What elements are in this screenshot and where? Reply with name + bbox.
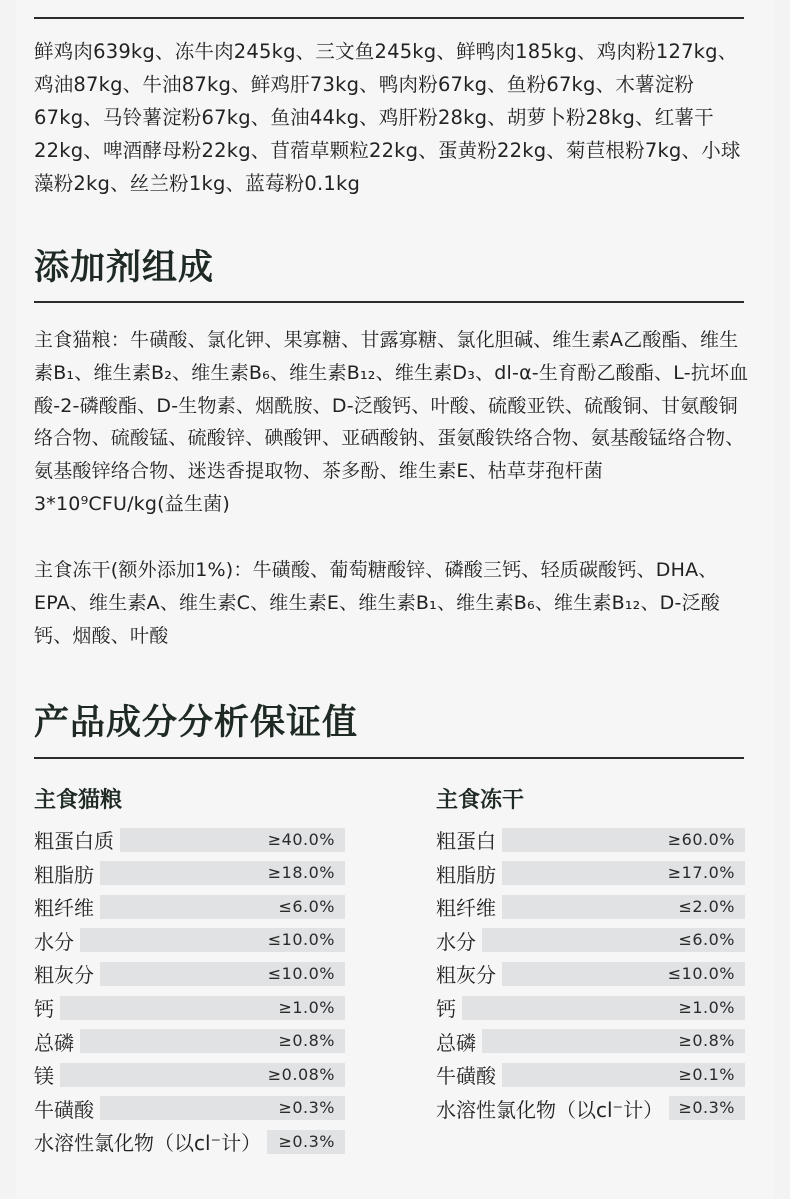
analysis-row-bar [120, 828, 345, 852]
analysis-row [436, 995, 745, 1020]
analysis-row-value: ≤6.0% [678, 930, 735, 950]
analysis-row-bar [502, 828, 745, 852]
analysis-row [34, 1096, 345, 1121]
analysis-row-label: 牛磺酸 [34, 1097, 94, 1122]
analysis-row-label: 钙 [436, 997, 456, 1021]
analysis-row-bar [100, 861, 345, 885]
analysis-row-label: 水分 [34, 929, 74, 954]
analysis-row-value: ≤2.0% [678, 896, 735, 916]
analysis-row-bar [100, 962, 345, 986]
analysis-row-bar [60, 996, 345, 1020]
analysis-row-bar [669, 1096, 745, 1120]
analysis-row-value: ≥0.3% [278, 1131, 335, 1151]
analysis-row-value: ≥0.3% [278, 1098, 335, 1118]
analysis-row-value: ≥0.8% [678, 1031, 735, 1051]
analysis-row [34, 995, 345, 1020]
analysis-row [436, 1096, 745, 1121]
analysis-row-bar [267, 1130, 345, 1154]
analysis-row-label: 粗脂肪 [436, 862, 496, 887]
analysis-row-label: 粗纤维 [436, 896, 496, 921]
analysis-row-value: ≥0.08% [267, 1064, 335, 1084]
analysis-row-value: ≥60.0% [667, 829, 735, 849]
analysis-row-value: ≥1.0% [278, 997, 335, 1017]
analysis-row [436, 861, 745, 886]
analysis-row-bar [60, 1063, 345, 1087]
analysis-row-label: 粗纤维 [34, 896, 94, 921]
analysis-row-bar [502, 895, 745, 919]
analysis-row-bar [100, 895, 345, 919]
analysis-row-bar [100, 1096, 345, 1120]
analysis-row-value: ≤10.0% [267, 930, 335, 950]
analysis-row [34, 961, 345, 986]
analysis-row-label: 粗脂肪 [34, 862, 94, 887]
analysis-row-value: ≥0.3% [678, 1098, 735, 1118]
additives-heading: 添加剂组成 [34, 248, 215, 288]
analysis-heading: 产品成分分析保证值 [34, 703, 359, 743]
analysis-row [34, 1062, 345, 1087]
analysis-row-label: 粗蛋白质 [34, 829, 114, 853]
analysis-row-label: 水溶性氯化物（以cl⁻计） [436, 1097, 664, 1122]
analysis-row [436, 827, 745, 852]
analysis-row-value: ≥0.1% [678, 1064, 735, 1084]
ingredients-text: 鲜鸡肉639kg、冻牛肉245kg、三文鱼245kg、鲜鸭肉185kg、鸡肉粉127kg、鸡油87kg、牛油87kg、鲜鸡肝73kg、鸭肉粉67kg、鱼粉67kg、木薯淀粉67kg、马铃薯淀粉67kg、鱼油44kg、鸡肝粉28kg、胡萝卜粉28kg、红薯干22kg、啤酒酵母粉22kg、苜蓿草颗粒22kg、蛋黄粉22kg、菊苣根粉7kg、小球藻粉2kg、丝兰粉1kg、蓝莓粉0.1kg [34, 40, 741, 195]
analysis-row-value: ≤10.0% [267, 963, 335, 983]
analysis-row [34, 928, 345, 953]
analysis-row-value: ≥17.0% [667, 863, 735, 883]
analysis-row-label: 水溶性氯化物（以cl⁻计） [34, 1131, 262, 1156]
analysis-row-value: ≥18.0% [267, 863, 335, 883]
analysis-row-label: 粗灰分 [436, 963, 496, 988]
analysis-row-bar [80, 928, 345, 952]
analysis-row-label: 镁 [34, 1064, 54, 1089]
analysis-row-label: 粗灰分 [34, 963, 94, 988]
analysis-row-value: ≥1.0% [678, 997, 735, 1017]
analysis-row-bar [462, 996, 745, 1020]
analysis-row-bar [502, 962, 745, 986]
analysis-row-label: 总磷 [436, 1030, 476, 1055]
analysis-row-bar [502, 861, 745, 885]
analysis-row-bar [80, 1029, 345, 1053]
analysis-row [34, 861, 345, 886]
divider-additives [34, 301, 744, 303]
analysis-row-value: ≥40.0% [267, 829, 335, 849]
analysis-row [436, 928, 745, 953]
analysis-row [436, 894, 745, 919]
analysis-row-value: ≤10.0% [667, 963, 735, 983]
analysis-row-label: 水分 [436, 929, 476, 954]
analysis-row [34, 894, 345, 919]
analysis-row [34, 827, 345, 852]
analysis-row-value: ≤6.0% [278, 896, 335, 916]
analysis-row-bar [482, 928, 745, 952]
analysis-row-bar [502, 1063, 745, 1087]
analysis-row [436, 961, 745, 986]
analysis-left-title: 主食猫粮 [34, 788, 123, 813]
analysis-row [436, 1062, 745, 1087]
analysis-row [34, 1129, 345, 1154]
divider-analysis [34, 757, 744, 759]
analysis-row-label: 总磷 [34, 1030, 74, 1055]
analysis-right-title: 主食冻干 [436, 788, 525, 813]
analysis-row-value: ≥0.8% [278, 1031, 335, 1051]
divider-top [34, 17, 744, 19]
analysis-row-label: 牛磺酸 [436, 1064, 496, 1089]
analysis-row-bar [482, 1029, 745, 1053]
analysis-row [436, 1029, 745, 1054]
analysis-row [34, 1029, 345, 1054]
analysis-row-label: 粗蛋白 [436, 829, 496, 853]
additives-dry-food-text: 主食猫粮：牛磺酸、氯化钾、果寡糖、甘露寡糖、氯化胆碱、维生素A乙酸酯、维生素B₁、维生素B₂、维生素B₆、维生素B₁₂、维生素D₃、dl-α-生育酚乙酸酯、L-抗坏血酸-2-磷酸酯、D-生物素、烟酰胺、D-泛酸钙、叶酸、硫酸亚铁、硫酸铜、甘氨酸铜络合物、硫酸锰、硫酸锌、碘酸钾、亚硒酸钠、蛋氨酸铁络合物、氨基酸锰络合物、氨基酸锌络合物、迷迭香提取物、茶多酚、维生素E、枯草芽孢杆菌3*10⁹CFU/kg(益生菌) [34, 329, 749, 515]
analysis-row-label: 钙 [34, 997, 54, 1021]
additives-freeze-dried-text: 主食冻干(额外添加1%)：牛磺酸、葡萄糖酸锌、磷酸三钙、轻质碳酸钙、DHA、EPA、维生素A、维生素C、维生素E、维生素B₁、维生素B₆、维生素B₁₂、D-泛酸钙、烟酸、叶酸 [34, 559, 720, 647]
